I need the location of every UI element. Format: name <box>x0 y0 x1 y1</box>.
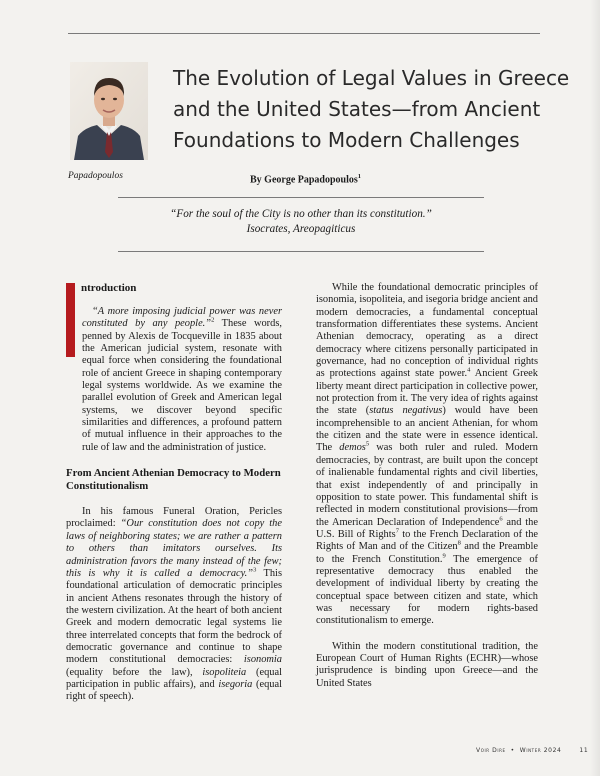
separator: • <box>510 747 515 754</box>
body-text: This foundational articulation of democratic principles in ancient Athens resonates through the history of the western civilization. At the heart of both ancient Greek and modern democratic legal systems lie three interrelated concepts that form the bedrock of democratic governance and continue to shape modern constitutional democracies: <box>66 567 282 666</box>
term: status negativus <box>369 405 443 417</box>
body-text: In his famous Funeral Oration, Pericles proclaimed: <box>66 506 282 530</box>
title-line-1: The Evolution of Legal Values in Greece <box>173 66 570 90</box>
body-text: and the Preamble to the French Constitution. <box>316 541 538 565</box>
epigraph-rule-top <box>118 197 484 198</box>
body-text: ) would have been incomprehensible to an ancient Athenian, for whom the citizen and the state were in essence identical. The <box>316 405 539 454</box>
term: isonomia <box>243 654 282 666</box>
footnote-ref: 1 <box>357 173 362 180</box>
body-text: (equality before the law), <box>66 666 203 678</box>
footnote-ref: 8 <box>457 539 461 547</box>
page-footer <box>476 747 588 754</box>
body-text: Ancient Greek liberty meant direct participation in collective power, not protection from it. The very idea of rights against the state ( <box>316 368 538 417</box>
issue-label: Winter 2024 <box>519 747 562 754</box>
footnote-ref: 9 <box>442 552 446 560</box>
intro-paragraph <box>66 282 282 454</box>
page-edge-shadow <box>590 0 600 776</box>
body-paragraph <box>66 506 282 704</box>
title-line-2: and the United States—from Ancient <box>173 97 541 121</box>
footnote-ref: 5 <box>365 441 370 448</box>
footnote-ref: 2 <box>211 316 215 324</box>
author-photo-icon <box>70 62 148 160</box>
term: demos <box>339 442 366 454</box>
footnote-ref: 3 <box>253 566 257 574</box>
intro-text: These words, penned by Alexis de Tocqueville in 1835 about the American judicial system, resonate with equal force when considering the foundational role of ancient Greece in shaping contemporary legal systems worldwide. As we examine the parallel evolution of Greek and American legal systems, we discover beyond specific similarities and differences, a profound pattern of mutual influence in their approaches to the rule of law and the administration of justice. <box>82 318 282 453</box>
title-line-3: Foundations to Modern Challenges <box>173 128 520 152</box>
body-text: and the U.S. Bill of Rights <box>316 516 538 540</box>
left-column <box>66 282 282 704</box>
pericles-quote: “Our constitution does not copy the laws of neighboring states; we are rather a pattern to others than imitators ourselves. Its administration favors the many instead of the few; this is why it is called a democracy.” <box>66 518 282 579</box>
epigraph-quote: “For the soul of the City is no other than its constitution.” <box>170 208 432 220</box>
epigraph-rule-bottom <box>118 251 484 252</box>
section-heading: From Ancient Athenian Democracy to Modern Constitutionalism <box>66 467 281 493</box>
epigraph <box>118 207 484 237</box>
epigraph-attribution: Isocrates, Areopagiticus <box>246 223 356 235</box>
page-number: 11 <box>579 747 589 754</box>
body-text: to the French Declaration of the Rights of Man and of the Citizen <box>316 528 539 553</box>
intro-heading: ntroduction <box>81 282 137 294</box>
publication-name: Voir Dire <box>476 747 506 754</box>
author-photo <box>70 62 148 160</box>
body-paragraph: Within the modern constitutional tradition, the European Court of Human Rights (ECHR)—whose jurisprudence is binding upon Greece—and the United States <box>316 640 538 689</box>
term: isegoria <box>218 678 253 690</box>
footnote-ref: 4 <box>467 366 471 374</box>
right-column <box>316 282 538 690</box>
byline-text: By George Papadopoulos <box>250 174 358 186</box>
article-title <box>173 63 570 156</box>
body-paragraph <box>316 282 538 628</box>
body-text: While the foundational democratic principles of isonomia, isopoliteia, and isegoria bridge ancient and modern democracies, a fundamental conceptual transformation differentiates these systems. Ancient Athenian democracy, operating as a direct democracy where citizens personally participated in governance, had no conception of individual rights as protections against state power. <box>316 282 538 380</box>
body-text: The emergence of representative democracy thus enabled the development of individual liberty by creating the conceptual space between citizen and state, which was necessary for modern rights-based constitutionalism to emerge. <box>316 553 538 627</box>
byline <box>250 173 361 185</box>
body-text: was both ruler and ruled. Modern democracies, by contrast, are built upon the concept of inalienable fundamental rights and civil liberties, that exist independently of and principally in opposition to state power. This fundamental shift is reflected in modern constitutional provisions—from the American Declaration of Independence <box>316 442 538 528</box>
term: isopoliteia <box>202 666 247 678</box>
body-text: (equal right of speech). <box>66 678 283 703</box>
footnote-ref: 6 <box>499 515 503 523</box>
photo-caption: Papadopoulos <box>68 171 123 181</box>
footnote-ref: 7 <box>395 527 399 535</box>
top-rule <box>68 33 540 34</box>
body-text: (equal participation in public affairs), and <box>66 666 282 690</box>
intro-quote: “A more imposing judicial power was never constituted by any people.” <box>82 306 282 330</box>
